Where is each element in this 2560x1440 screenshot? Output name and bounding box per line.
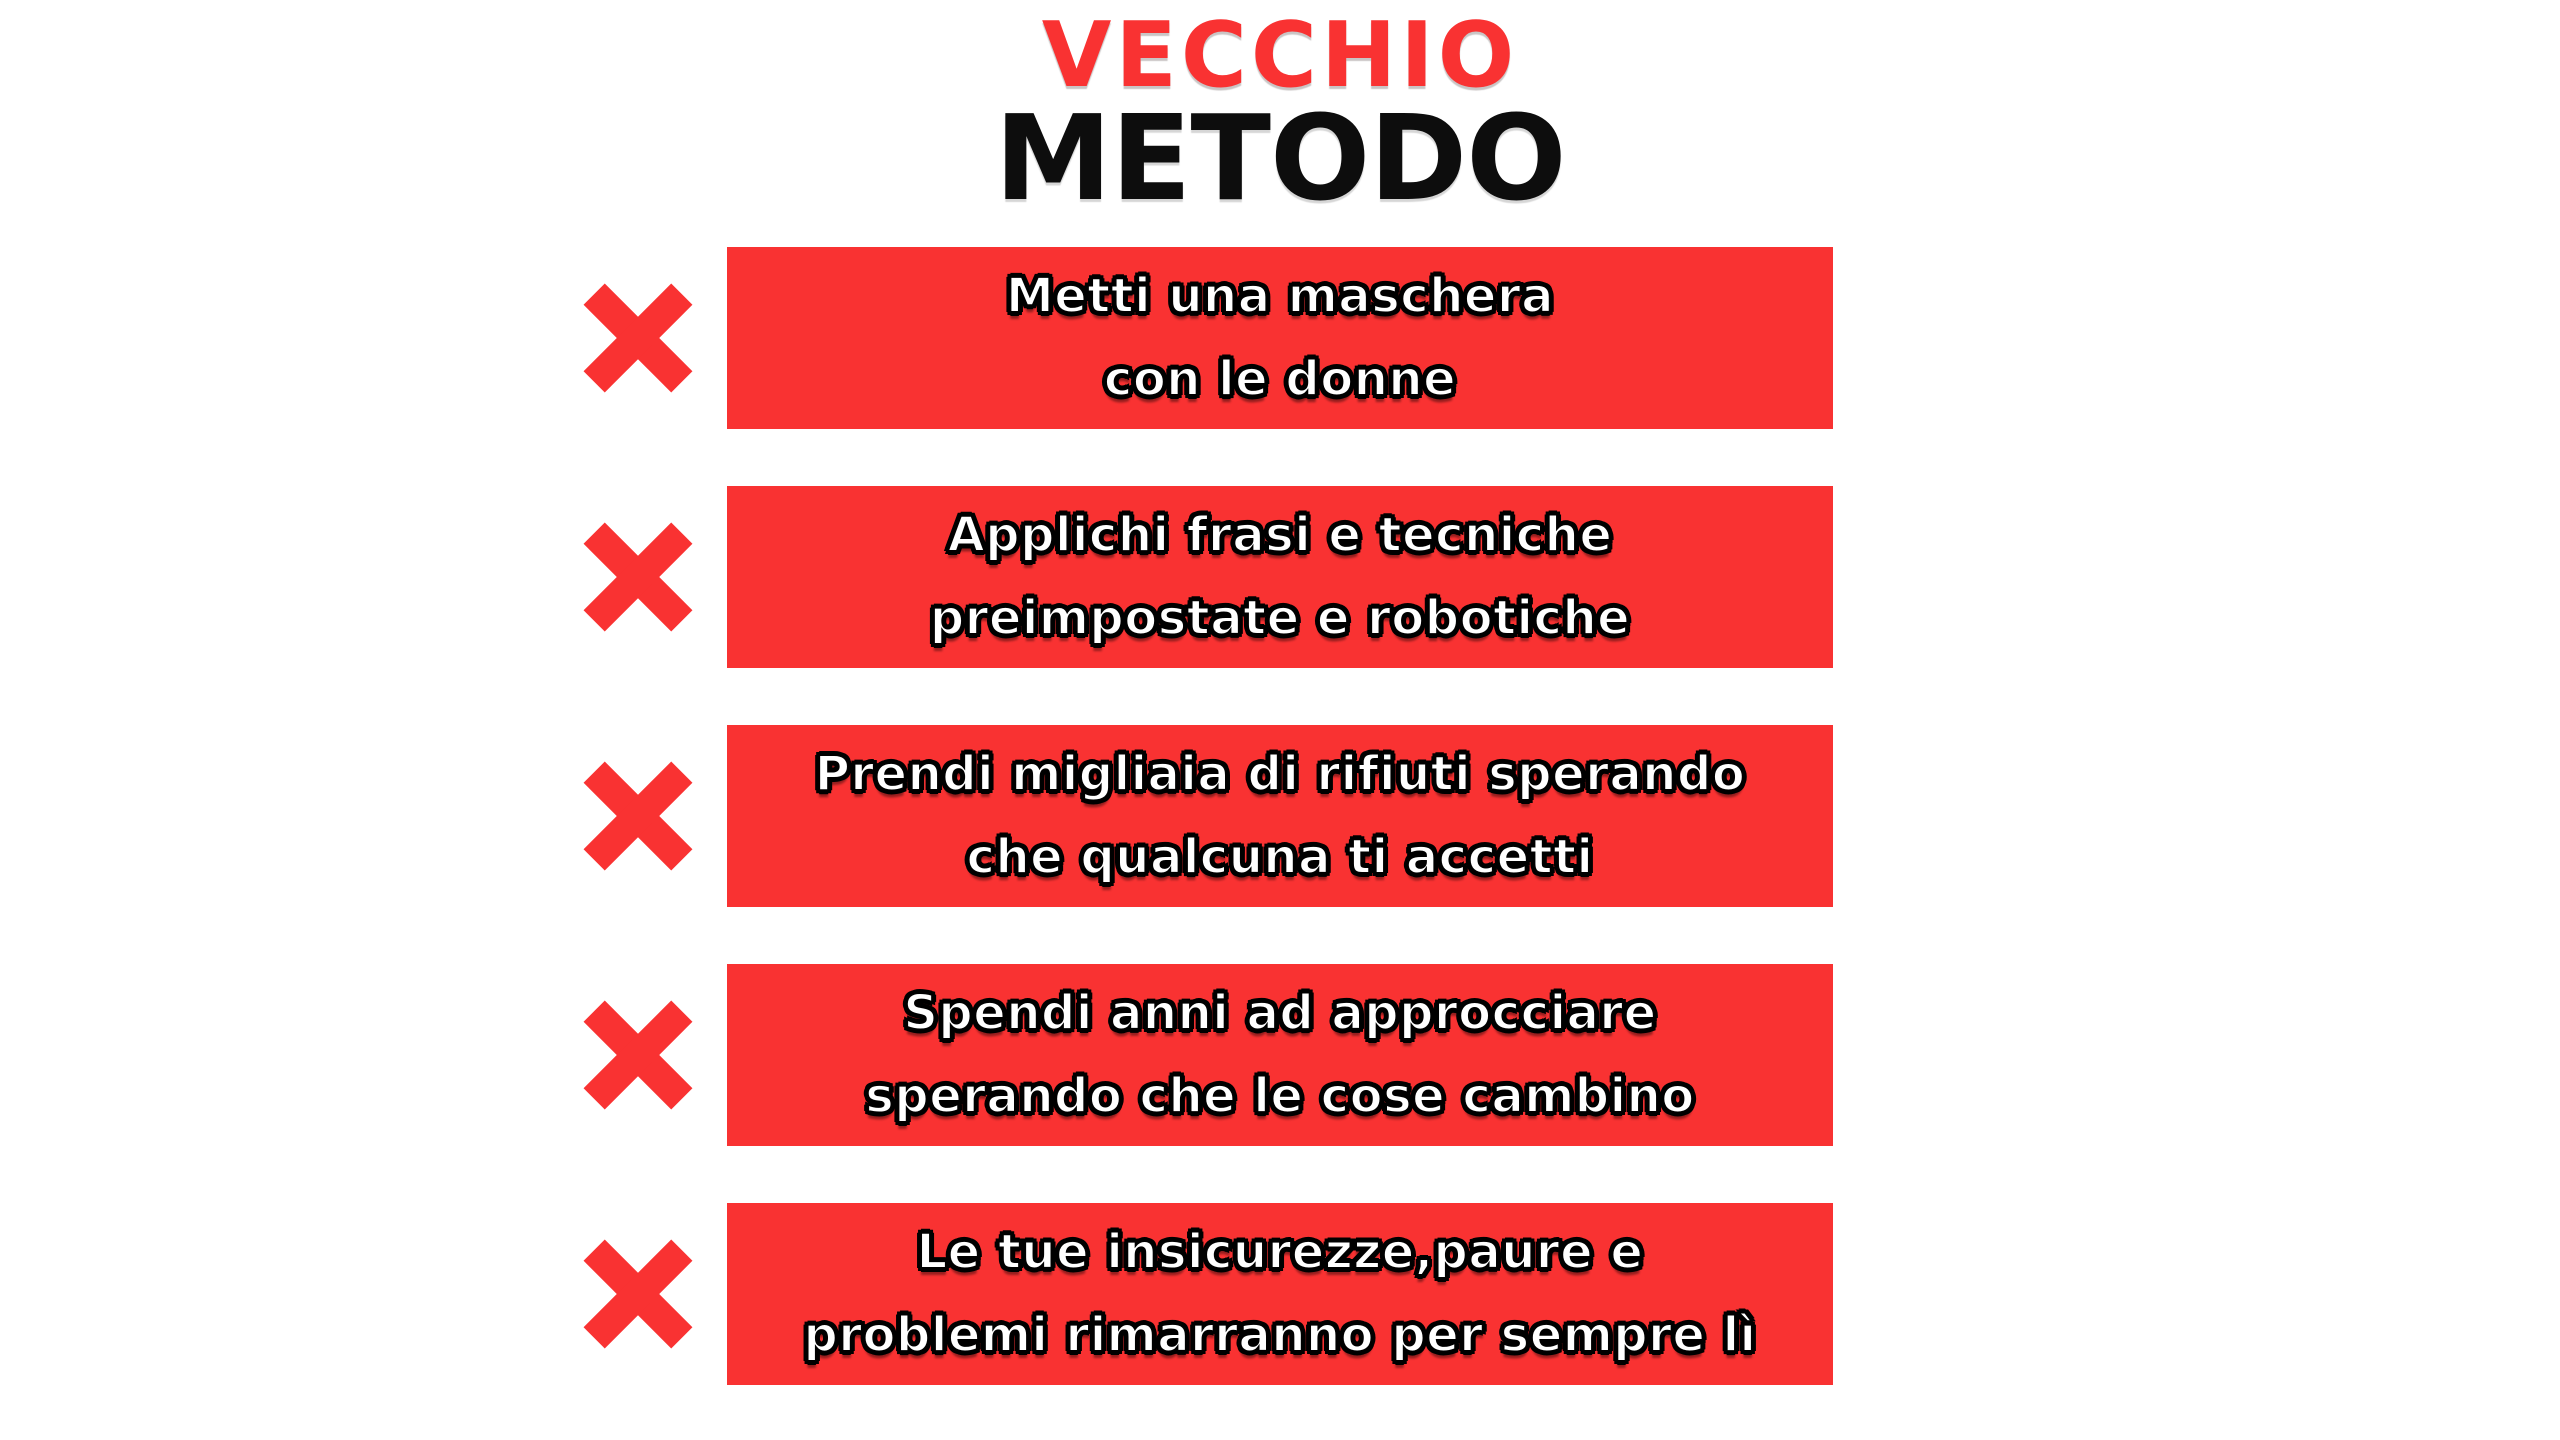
x-icon [583, 522, 693, 632]
list-item [583, 725, 1833, 907]
x-icon [583, 1000, 693, 1110]
item-text-line-1: Metti una maschera [1005, 268, 1555, 324]
list-item [583, 1203, 1833, 1385]
title-vecchio: VECCHIO [1041, 3, 1519, 108]
item-box [727, 247, 1833, 429]
x-icon [583, 1239, 693, 1349]
item-text-line-2: con le donne [1103, 351, 1457, 407]
item-text-line-2: sperando che le cose cambino [865, 1068, 1695, 1124]
item-text-line-2: che qualcuna ti accetti [966, 829, 1594, 885]
page-header [0, 0, 2560, 227]
method-items-list [583, 247, 1833, 1440]
item-box [727, 964, 1833, 1146]
item-text-line-2: problemi rimarranno per sempre lì [803, 1307, 1757, 1363]
x-icon [583, 283, 693, 393]
list-item [583, 247, 1833, 429]
list-item [583, 964, 1833, 1146]
x-icon [583, 761, 693, 871]
title-metodo: METODO [994, 89, 1566, 227]
list-item [583, 486, 1833, 668]
item-box [727, 725, 1833, 907]
item-text-line-1: Le tue insicurezze,paure e [916, 1224, 1644, 1280]
item-box [727, 1203, 1833, 1385]
item-text-line-2: preimpostate e robotiche [929, 590, 1631, 646]
item-box [727, 486, 1833, 668]
item-text-line-1: Prendi migliaia di rifiuti sperando [814, 746, 1746, 802]
item-text-line-1: Spendi anni ad approcciare [903, 985, 1657, 1041]
item-text-line-1: Applichi frasi e tecniche [947, 507, 1613, 563]
